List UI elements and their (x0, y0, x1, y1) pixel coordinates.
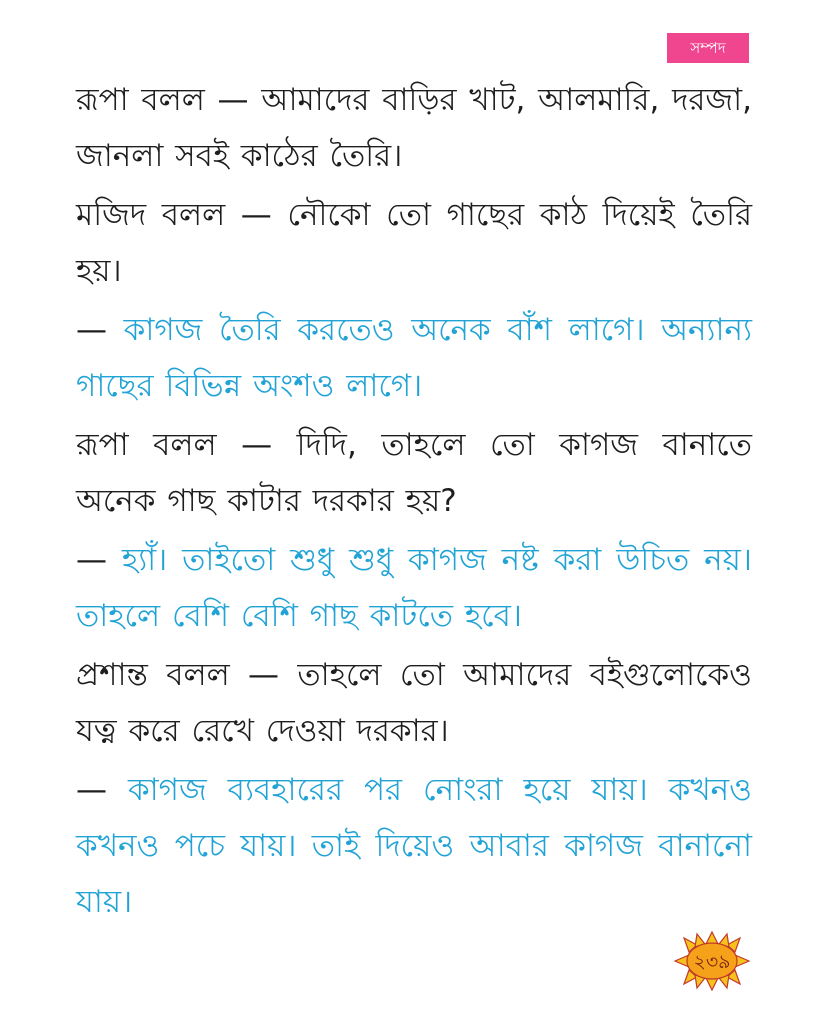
page-number: ২৩৯ (693, 951, 731, 973)
teacher-text: কাগজ ব্যবহারের পর নোংরা হয়ে যায়। কখনও কখনও পচে যায়। তাই দিয়েও আবার কাগজ বানানো যায়। (76, 772, 752, 920)
dialogue-paragraph-1 (76, 72, 752, 184)
dialogue-text: আমাদের বাড়ির খাট, আলমারি, দরজা, জানলা সবই কাঠের তৈরি। (76, 82, 752, 174)
dialogue-paragraph-5 (76, 532, 752, 644)
sunflower-icon (673, 930, 751, 992)
speaker-label: রূপা বলল — (76, 82, 262, 118)
dialogue-text: নৌকো তো গাছের কাঠ দিয়েই তৈরি হয়। (76, 197, 752, 289)
chapter-tag: সম্পদ (667, 33, 749, 63)
dialogue-text: দিদি, তাহলে তো কাগজ বানাতে অনেক গাছ কাটার দরকার হয়? (76, 427, 752, 519)
dialogue-paragraph-7 (76, 762, 752, 930)
speaker-dash: — (76, 542, 122, 578)
dialogue-paragraph-4 (76, 417, 752, 529)
speaker-label: মজিদ বলল — (76, 197, 288, 233)
dialogue-paragraph-3 (76, 302, 752, 414)
dialogue-paragraph-2 (76, 187, 752, 299)
speaker-dash: — (76, 312, 124, 348)
dialogue-paragraph-6 (76, 647, 752, 759)
teacher-text: কাগজ তৈরি করতেও অনেক বাঁশ লাগে। অন্যান্য গাছের বিভিন্ন অংশও লাগে। (76, 312, 752, 404)
dialogue-text: তাহলে তো আমাদের বইগুলোকেও যত্ন করে রেখে দেওয়া দরকার। (76, 657, 752, 749)
teacher-text: হ্যাঁ। তাইতো শুধু শুধু কাগজ নষ্ট করা উচিত নয়। তাহলে বেশি বেশি গাছ কাটতে হবে। (76, 542, 752, 634)
page-body (76, 72, 752, 933)
speaker-label: প্রশান্ত বলল — (76, 657, 298, 693)
speaker-dash: — (76, 772, 128, 808)
speaker-label: রূপা বলল — (76, 427, 297, 463)
